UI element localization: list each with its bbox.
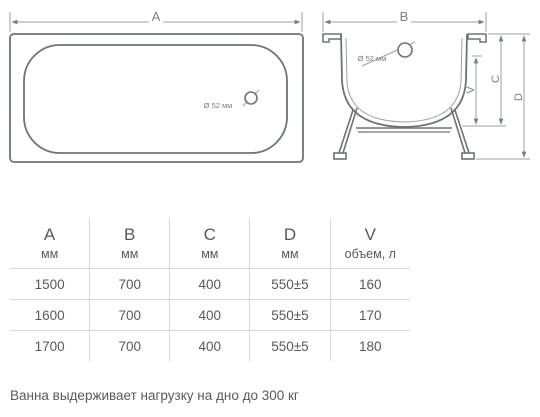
header-cell-b <box>90 218 170 269</box>
drain-side-view <box>358 42 415 66</box>
dimension-b-label: B <box>399 9 409 24</box>
load-note: Ванна выдерживает нагрузку на дно до 300 кг <box>10 388 299 403</box>
header-letter: C <box>203 225 216 244</box>
dimension-c <box>488 34 510 124</box>
cell-v: 160 <box>330 269 410 300</box>
header-unit: объем, л <box>344 247 396 261</box>
cell-b: 700 <box>90 300 170 331</box>
header-letter: B <box>124 225 136 244</box>
cell-c: 400 <box>170 269 250 300</box>
header-cell-a <box>10 218 90 269</box>
header-cell-v <box>330 218 410 269</box>
table-row <box>10 331 410 362</box>
cell-v: 170 <box>330 300 410 331</box>
legs <box>334 108 474 159</box>
dimensions-table <box>10 218 410 361</box>
header-letter: V <box>364 225 376 244</box>
cell-c: 400 <box>170 300 250 331</box>
table-row <box>10 269 410 300</box>
side-view <box>323 9 530 159</box>
dimension-d <box>476 34 530 159</box>
dimension-b <box>323 9 486 32</box>
dimension-a-label: A <box>151 9 161 24</box>
header-cell-c <box>170 218 250 269</box>
table-row <box>10 300 410 331</box>
cell-a: 1500 <box>10 269 90 300</box>
cell-a: 1700 <box>10 331 90 362</box>
header-letter: D <box>283 225 297 244</box>
header-cell-d <box>250 218 330 269</box>
cell-c: 400 <box>170 331 250 362</box>
dimension-c-label: C <box>490 75 502 83</box>
header-letter: A <box>43 225 56 244</box>
dimension-v-label: V <box>465 86 477 94</box>
rim-left <box>323 34 341 42</box>
cell-a: 1600 <box>10 300 90 331</box>
table-header-row <box>10 218 410 269</box>
dimension-a <box>10 9 302 32</box>
cell-d: 550±5 <box>250 331 330 362</box>
dimension-d-label: D <box>513 93 525 101</box>
cell-b: 700 <box>90 269 170 300</box>
drain-label-top: Ø 52 мм <box>203 101 233 110</box>
cell-d: 550±5 <box>250 269 330 300</box>
top-view <box>10 9 303 162</box>
header-unit: мм <box>41 247 59 261</box>
cell-d: 550±5 <box>250 300 330 331</box>
dimension-v <box>465 56 482 124</box>
bathtub-outline <box>10 34 303 162</box>
drain-label-side: Ø 52 мм <box>357 54 387 63</box>
rim-right <box>468 34 486 42</box>
drain-top-view <box>204 90 259 110</box>
cell-v: 180 <box>330 331 410 362</box>
header-unit: мм <box>121 247 139 261</box>
cell-b: 700 <box>90 331 170 362</box>
header-unit: мм <box>281 247 299 261</box>
header-unit: мм <box>201 247 219 261</box>
